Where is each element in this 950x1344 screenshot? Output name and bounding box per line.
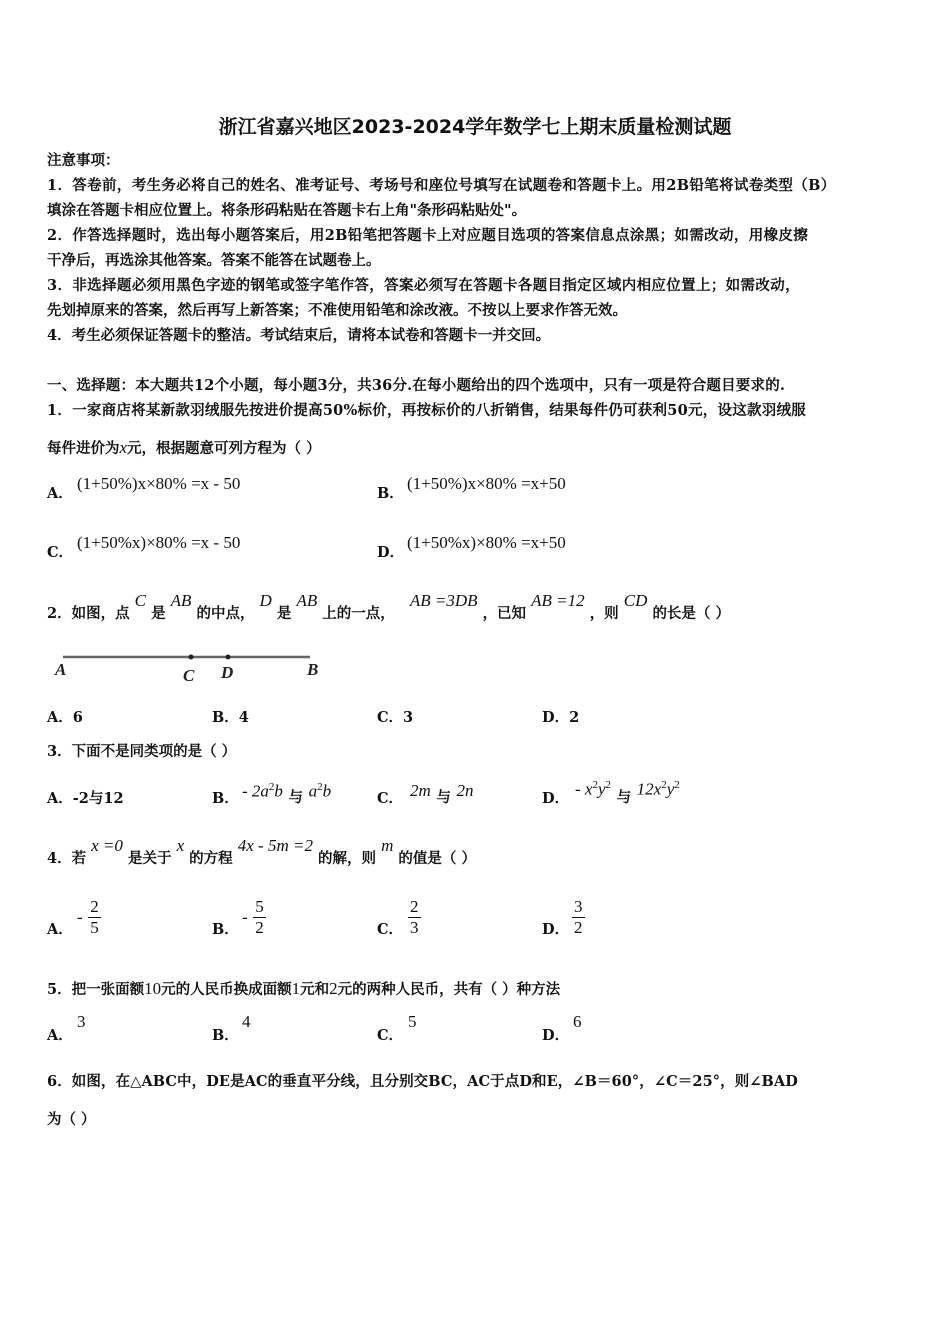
- q2-stem: [47, 591, 730, 624]
- q3-option-b-label: B．: [212, 790, 239, 807]
- q3-b-term-2-b: b: [322, 781, 332, 801]
- q3-b-term-2: a: [308, 781, 318, 801]
- q3-option-c-label: C．: [377, 790, 404, 807]
- q4-option-b-label: B．: [212, 921, 239, 938]
- q3-option-d-expr: [575, 779, 680, 807]
- q2-figure-label-d: D: [221, 663, 234, 682]
- q3-d-term-2: 12x: [636, 779, 662, 799]
- q5-option-b-value: 4: [242, 1012, 251, 1031]
- q3-b-term-1-b: b: [274, 781, 283, 801]
- q1-option-b-label: B．: [377, 485, 404, 502]
- q5-option-a-label: A．: [47, 1027, 73, 1044]
- q4-a-sign: -: [77, 907, 83, 927]
- q5-option-c: [377, 1026, 403, 1046]
- notes-line-6: 先划掉原来的答案，然后再写上新答案；不准使用铅笔和涂改液。不按以上要求作答无效。: [47, 302, 627, 319]
- notes-line-1: 1．答卷前，考生务必将自己的姓名、准考证号、考场号和座位号填写在试题卷和答题卡上。用2B铅笔将试卷类型（B）: [47, 177, 836, 194]
- q5-number-2: 2: [329, 979, 338, 998]
- q4-c-numerator: 2: [410, 897, 419, 916]
- q4-b-numerator: 5: [255, 897, 264, 916]
- q4-option-a: [47, 920, 73, 940]
- q2-text-6: ，已知: [482, 605, 527, 622]
- q4-option-a-label: A．: [47, 921, 73, 938]
- q1-option-d-expr: (1+50%x)×80% =x+50: [407, 533, 566, 552]
- q5-option-d: [542, 1026, 569, 1046]
- q6-stem-line-1: 6．如图，在△ABC中，DE是AC的垂直平分线，且分别交BC，AC于点D和E，∠B＝60°，∠C＝25°，则∠BAD: [47, 1073, 798, 1090]
- q4-d-numerator: 3: [574, 897, 583, 916]
- q4-option-c: [377, 920, 403, 940]
- notes-line-3: 2．作答选择题时，选出每小题答案后，用2B铅笔把答题卡上对应题目选项的答案信息点涂黑；如需改动，用橡皮擦: [47, 227, 809, 244]
- q2-figure-dot-c: [189, 655, 194, 660]
- q2-figure-dot-d: [226, 655, 231, 660]
- q1-option-a-label: A．: [47, 485, 73, 502]
- q1-option-a-expr: (1+50%)x×80% =x - 50: [77, 474, 241, 493]
- q4-b-fraction: [253, 897, 266, 938]
- q5-stem: [47, 979, 560, 1000]
- q4-text-5: 的值是（ ）: [398, 850, 476, 867]
- q2-segment-cd: CD: [623, 591, 648, 610]
- q3-d-term-1: - x: [575, 779, 593, 799]
- q4-a-fraction: [88, 897, 101, 938]
- q4-stem: [47, 836, 476, 869]
- q4-b-sign: -: [242, 907, 248, 927]
- q4-b-denominator: 2: [255, 918, 264, 937]
- q3-option-b: [212, 789, 239, 809]
- q5-option-a-value: 3: [77, 1012, 86, 1031]
- q1-option-d-label: D．: [377, 544, 405, 561]
- q1-option-a: [47, 484, 73, 504]
- q2-text-2: 是: [151, 605, 166, 622]
- q3-d-and: 与: [616, 789, 632, 807]
- q4-a-denominator: 5: [90, 918, 99, 937]
- q4-equation: 4x - 5m =2: [237, 836, 313, 855]
- q2-figure-label-a: A: [55, 660, 67, 679]
- q1-variable-x: x: [119, 438, 128, 457]
- q4-condition-x-0: x =0: [91, 836, 123, 855]
- q5-option-d-label: D．: [542, 1027, 570, 1044]
- q3-option-c: [377, 789, 403, 809]
- q1-option-c-expr: (1+50%x)×80% =x - 50: [77, 533, 241, 552]
- notes-line-2: 填涂在答题卡相应位置上。将条形码粘贴在答题卡右上角"条形码粘贴处"。: [47, 202, 527, 219]
- q1-stem-line-1: 1．一家商店将某新款羽绒服先按进价提高50%标价，再按标价的八折销售，结果每件仍可获利50元，设这款羽绒服: [47, 402, 806, 419]
- q5-option-c-label: C．: [377, 1027, 404, 1044]
- q4-option-c-value: [408, 897, 421, 938]
- q3-option-d: [542, 789, 569, 809]
- q4-c-denominator: 3: [410, 918, 419, 937]
- q4-variable-m: m: [381, 836, 394, 855]
- q4-option-c-label: C．: [377, 921, 404, 938]
- q3-option-c-expr: [410, 781, 474, 806]
- q3-c-and: 与: [436, 789, 451, 806]
- page-title: 浙江省嘉兴地区2023-2024学年数学七上期末质量检测试题: [218, 116, 732, 138]
- q2-figure-label-c: C: [183, 666, 195, 685]
- q4-text-1: 4．若: [47, 850, 87, 867]
- q3-b-and: 与: [288, 789, 303, 807]
- q5-number-1: 1: [291, 979, 301, 998]
- q2-figure-label-b: B: [307, 660, 319, 679]
- q2-option-c: C．3: [377, 709, 414, 726]
- q3-b-term-2-exp: 2: [317, 781, 323, 793]
- notes-heading: 注意事项：: [47, 152, 120, 169]
- q5-option-a: [47, 1026, 73, 1046]
- q4-text-4: 的解，则: [318, 850, 377, 867]
- q6-stem-line-2: 为（ ）: [47, 1111, 96, 1128]
- q2-text-7: ，则: [589, 605, 619, 622]
- q4-a-numerator: 2: [90, 897, 99, 916]
- q4-variable-x: x: [176, 836, 185, 855]
- q5-option-b: [212, 1026, 239, 1046]
- q3-d-term-1-exp-y: 2: [605, 779, 612, 791]
- q5-text-1: 5．把一张面额: [47, 981, 145, 998]
- q1-stem-text-a: 每件进价为: [47, 440, 120, 457]
- q3-b-term-1: - 2a: [242, 781, 269, 801]
- q4-text-2: 是关于: [128, 850, 172, 867]
- q3-d-term-1-y: y: [597, 779, 606, 799]
- q5-number-10: 10: [144, 979, 162, 998]
- q2-text-3: 的中点，: [196, 605, 255, 622]
- q2-option-a: A．6: [47, 709, 83, 726]
- q4-text-3: 的方程: [189, 850, 233, 867]
- q3-d-term-2-y: y: [666, 779, 675, 799]
- q1-option-b: [377, 484, 404, 504]
- q2-option-b: B．4: [212, 709, 249, 726]
- q4-option-d: [542, 920, 569, 940]
- q2-text-1: 2．如图，点: [47, 605, 130, 622]
- q3-stem: 3．下面不是同类项的是（ ）: [47, 743, 237, 760]
- q3-option-b-expr: [242, 781, 332, 807]
- q3-c-term-2: 2n: [456, 781, 474, 800]
- q2-text-5: 上的一点，: [322, 605, 395, 622]
- q1-option-c-label: C．: [47, 544, 74, 561]
- q4-option-d-label: D．: [542, 921, 570, 938]
- q1-stem-line-2: [47, 438, 321, 459]
- q2-line-figure: [45, 645, 335, 690]
- q1-option-c: [47, 543, 73, 563]
- notes-line-4: 干净后，再选涂其他答案。答案不能答在试题卷上。: [47, 252, 381, 269]
- q2-equation-ab-3db: AB =3DB: [409, 591, 478, 610]
- q2-equation-ab-12: AB =12: [531, 591, 585, 610]
- q5-option-b-label: B．: [212, 1027, 239, 1044]
- q1-stem-text-b: 元，根据题意可列方程为（ ）: [127, 440, 321, 457]
- q4-option-a-value: [77, 897, 101, 938]
- q4-d-denominator: 2: [574, 918, 583, 937]
- q2-segment-ab-1: AB: [170, 591, 192, 610]
- q3-d-term-1-exp-x: 2: [592, 779, 598, 791]
- q1-option-d: [377, 543, 404, 563]
- q3-c-term-1: 2m: [410, 781, 431, 800]
- section-heading: 一、选择题：本大题共12个小题，每小题3分，共36分.在每小题给出的四个选项中，只有一项是符合题目要求的.: [47, 377, 786, 394]
- q5-option-c-value: 5: [408, 1012, 417, 1031]
- q3-option-d-label: D．: [542, 790, 570, 807]
- q2-text-8: 的长是（ ）: [652, 605, 730, 622]
- q3-b-term-1-exp: 2: [268, 781, 275, 793]
- q3-d-term-2-exp-y: 2: [674, 779, 680, 791]
- q4-c-fraction: [408, 897, 421, 938]
- q5-text-2: 元的人民币换成面额: [161, 981, 292, 998]
- q2-text-4: 是: [276, 605, 292, 622]
- q2-option-d: D．2: [542, 709, 580, 726]
- notes-line-5: 3．非选择题必须用黑色字迹的钢笔或签字笔作答，答案必须写在答题卡各题目指定区域内相应位置上；如需改动，: [47, 277, 800, 294]
- q3-option-a: A．-2与12: [47, 790, 124, 807]
- q4-option-b-value: [242, 897, 266, 938]
- q2-segment-ab-2: AB: [296, 591, 318, 610]
- q2-point-d: D: [259, 591, 272, 610]
- q4-d-fraction: [572, 897, 585, 938]
- q5-text-3: 元和: [300, 981, 330, 998]
- q3-d-term-2-exp-x: 2: [661, 779, 667, 791]
- q2-point-c: C: [134, 591, 146, 610]
- q4-option-b: [212, 920, 239, 940]
- notes-line-7: 4．考生必须保证答题卡的整洁。考试结束后，请将本试卷和答题卡一并交回。: [47, 327, 551, 344]
- q5-text-4: 元的两种人民币，共有（ ）种方法: [337, 981, 561, 998]
- q1-option-b-expr: (1+50%)x×80% =x+50: [407, 474, 566, 493]
- q4-option-d-value: [572, 897, 585, 938]
- q5-option-d-value: 6: [573, 1012, 582, 1031]
